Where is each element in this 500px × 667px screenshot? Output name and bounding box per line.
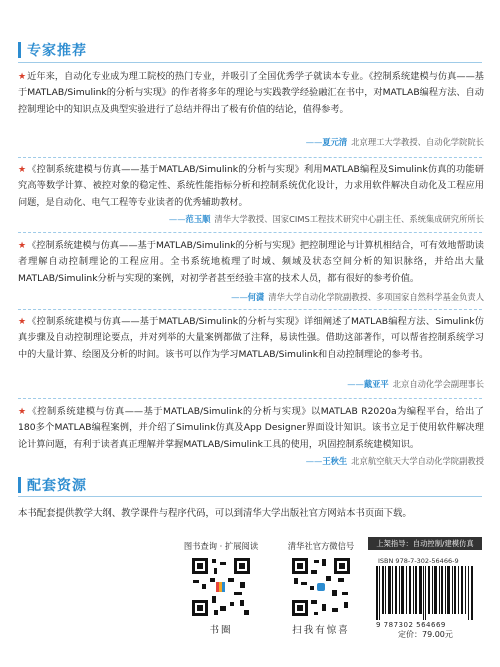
barcode-digits: 9 787302 564669: [376, 621, 446, 629]
section-bar: [18, 477, 21, 493]
recommender-title: 北京自动化学会副理事长: [392, 379, 484, 389]
shelf-category: 上架指导：自动控制/建模仿真: [368, 537, 482, 550]
recommendation-3-attribution: ——何潇 清华大学自动化学院副教授、多项国家自然科学基金负责人: [231, 292, 484, 302]
recommendation-1: [18, 69, 484, 118]
recommendation-text: 《控制系统建模与仿真——基于MATLAB/Simulink的分析与实现》把控制理论与计算机相结合，可有效地帮助读者理解自动控制理论的工程应用。全书系统地梳理了时域、频域及状态空间分析的知识脉络，并给出大量MATLAB/Simulink分析与实现的案例，对初学者甚至经验丰富的技术人员，都有很好的参考价值。: [18, 240, 484, 284]
recommendation-1-attribution: ——夏元清 北京理工大学教授、自动化学院院长: [305, 137, 484, 147]
recommender-title: 北京航空航天大学自动化学院副教授: [351, 456, 484, 466]
recommendation-2: [18, 162, 484, 211]
star-icon: ★: [18, 165, 27, 175]
recommender-name: 夏元清: [322, 137, 348, 147]
resources-section-title: [18, 475, 87, 495]
recommender-name: 何潇: [247, 292, 265, 302]
recommender-title: 清华大学教授、国家CIMS工程技术研究中心副主任、系统集成研究所所长: [214, 214, 484, 224]
recommender-name: 戴亚平: [363, 379, 389, 389]
recommendation-5: [18, 404, 484, 453]
recommendation-text: 《控制系统建模与仿真——基于MATLAB/Simulink的分析与实现》以MATLAB R2020a为编程平台，给出了180多个MATLAB编程案例，并介绍了Simulink仿真及App Designer界面设计知识。该书立足于使用软件解决理论计算问题，有利于读者真正理解并掌握MATLAB/Simulink工具的使用，巩固控制系统建模知识。: [18, 406, 484, 450]
section-bar: [18, 42, 21, 58]
barcode-block: [368, 537, 482, 637]
section-rule: [18, 62, 482, 63]
star-icon: ★: [18, 317, 27, 327]
recommendation-text: 《控制系统建模与仿真——基于MATLAB/Simulink的分析与实现》利用MATLAB编程及Simulink仿真的功能研究高等数学计算、被控对象的稳定性、系统性能指标分析和控制系统优化设计，力求用软件解决自动化及工程应用问题，是自动化、电气工程等专业读者的优秀辅助教材。: [18, 164, 484, 208]
qr-caption: 书圈: [209, 625, 233, 636]
divider: [18, 232, 482, 233]
star-icon: ★: [18, 407, 27, 417]
barcode-icon: [376, 566, 474, 620]
recommendation-text: 《控制系统建模与仿真——基于MATLAB/Simulink的分析与实现》详细阐述了MATLAB编程方法、Simulink仿真步骤及自动控制理论要点，并对列举的大量案例都做了注释，易读性强。借助这部著作，可以帮省控制系统学习中的大量计算、绘图及分析的时间。该书可以作为学习MATLAB/Simulink和自动控制理论的参考书。: [18, 316, 484, 360]
divider: [18, 157, 482, 158]
qr-label: 图书查询 · 扩展阅读: [183, 541, 259, 551]
price-text: 定价：79.00元: [398, 630, 453, 639]
recommender-name: 王秋生: [322, 456, 348, 466]
star-icon: ★: [18, 72, 27, 82]
recommendation-text: 近年来，自动化专业成为理工院校的热门专业，并吸引了全国优秀学子就读本专业。《控制系统建模与仿真——基于MATLAB/Simulink的分析与实现》的作者将多年的理论与实践教学经验融汇在书中，对MATLAB编程方法、自动控制理论中的知识点及典型实验进行了总结并得出了极有价值的结论，值得参考。: [18, 71, 484, 115]
recommender-title: 清华大学自动化学院副教授、多项国家自然科学基金负责人: [268, 292, 484, 302]
isbn-text: ISBN 978-7-302-56466-9: [378, 557, 459, 565]
divider: [18, 309, 482, 310]
resources-text: 本书配套提供教学大纲、教学课件与程序代码，可以到清华大学出版社官方网站本书页面下载。: [18, 508, 412, 519]
qr-code-icon: [290, 556, 352, 618]
recommendation-4: [18, 314, 484, 363]
star-icon: ★: [18, 241, 27, 251]
recommendation-5-attribution: ——王秋生 北京航空航天大学自动化学院副教授: [305, 456, 484, 466]
experts-title-text: 专家推荐: [27, 43, 87, 59]
recommendation-4-attribution: ——戴亚平 北京自动化学会副理事长: [347, 379, 484, 389]
section-rule: [18, 496, 482, 497]
recommendation-3: [18, 238, 484, 287]
qr-caption: 扫我有惊喜: [292, 625, 350, 636]
qr-label: 清华社官方微信号: [287, 541, 355, 551]
experts-section-title: [18, 40, 87, 60]
recommender-name: 范玉顺: [185, 214, 211, 224]
recommender-title: 北京理工大学教授、自动化学院院长: [351, 137, 484, 147]
recommendation-2-attribution: ——范玉顺 清华大学教授、国家CIMS工程技术研究中心副主任、系统集成研究所所长: [168, 214, 484, 224]
resources-title-text: 配套资源: [27, 478, 87, 494]
divider: [18, 398, 482, 399]
qr-code-icon: [190, 556, 252, 618]
